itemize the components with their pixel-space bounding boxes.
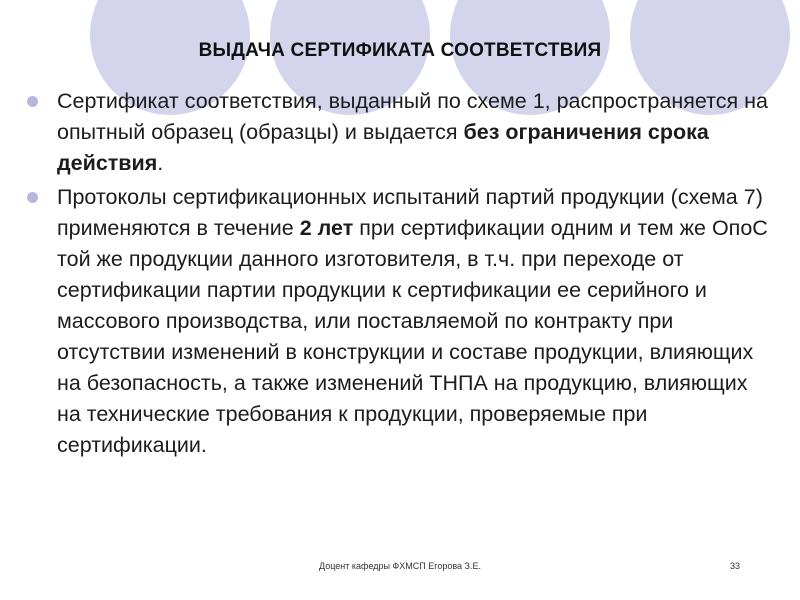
bullet-text: Сертификат соответствия, выданный по схеме 1, распространяется на опытный образец (образцы) и выдается bbox=[57, 89, 768, 144]
bullet-text-end: при сертификации одним и тем же ОпоС той же продукции данного изготовителя, в т.ч. при переходе от сертификации партии продукции к сертификации ее серийного и массового производства, или поставляемой по контракту при отсутствии изменений в конструкции и составе продукции, влияющих на безопасность, а также изменений ТНПА на продукцию, влияющих на технические требования к продукции, проверяемые при сертификации. bbox=[57, 216, 768, 457]
bullet-item bbox=[57, 86, 777, 179]
page-number: 33 bbox=[730, 561, 741, 571]
slide-title: ВЫДАЧА СЕРТИФИКАТА СООТВЕТСТВИЯ bbox=[198, 40, 602, 61]
bullet-bold-text: без ограничения срока действия bbox=[57, 120, 709, 175]
footer-author: Доцент кафедры ФХМСП Егорова З.Е. bbox=[319, 561, 481, 571]
bullet-text-end: . bbox=[157, 151, 164, 175]
circle-bullet-icon bbox=[27, 96, 38, 107]
bullet-bold-text: 2 лет bbox=[299, 216, 354, 240]
bullet-list bbox=[57, 86, 777, 464]
bullet-item bbox=[57, 182, 777, 461]
bullet-text: Протоколы сертификационных испытаний партий продукции (схема 7) применяются в течение bbox=[57, 185, 763, 240]
circle-bullet-icon bbox=[27, 192, 38, 203]
